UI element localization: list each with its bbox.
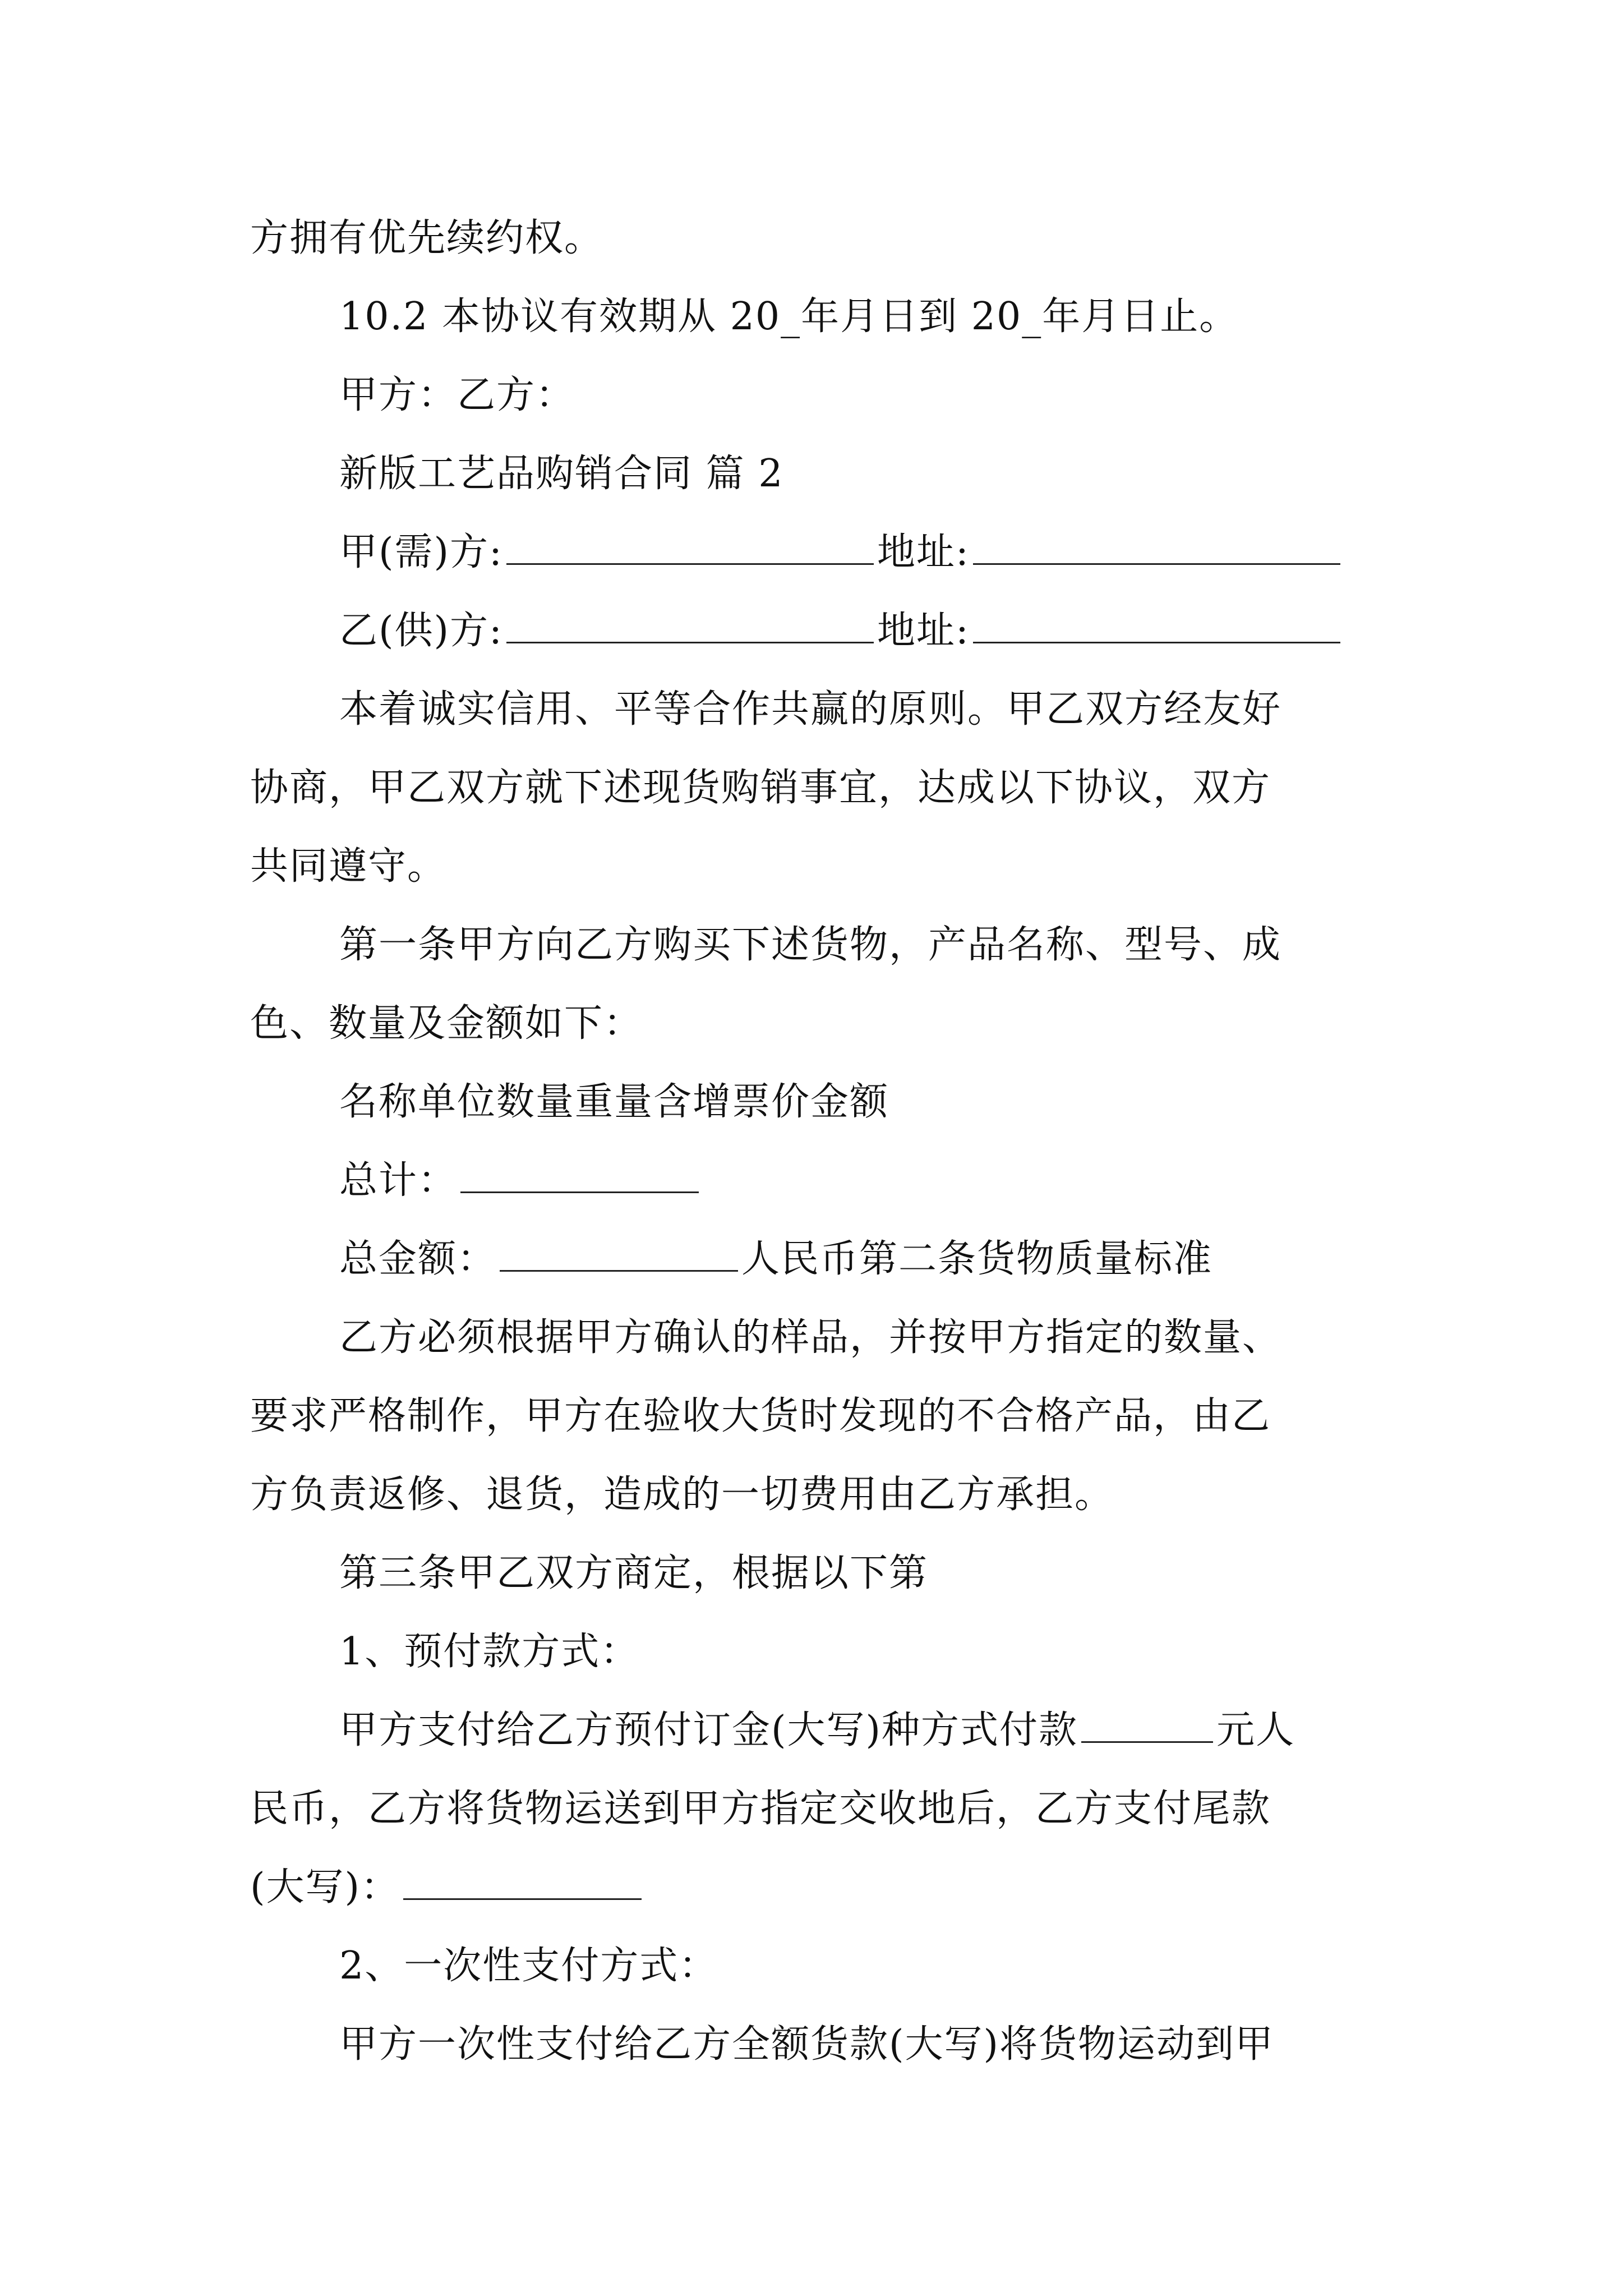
prepay-suffix: 元人 (1216, 1708, 1295, 1752)
total-amount-label: 总金额： (339, 1237, 497, 1281)
text-line-9: 要求严格制作，甲方在验收大货时发现的不合格产品，由乙 (250, 1394, 1271, 1438)
balance-label: (大写)： (250, 1865, 400, 1910)
balance-row (250, 1860, 645, 1916)
party-b-label: 乙(供)方: (339, 609, 503, 653)
total-blank (460, 1154, 699, 1193)
total-amount-suffix: 人民币第二条货物质量标准 (741, 1237, 1213, 1281)
text-line-11: 第三条甲乙双方商定，根据以下第 (339, 1551, 929, 1595)
party-a-label: 甲(需)方: (339, 530, 503, 574)
party-a-blank (506, 526, 874, 565)
text-line-6: 第一条甲方向乙方购买下述货物，产品名称、型号、成 (339, 923, 1282, 967)
text-line-12: 1、预付款方式： (339, 1630, 640, 1674)
text-line-5: 共同遵守。 (250, 844, 447, 889)
balance-blank (403, 1861, 642, 1900)
party-b-address-blank (973, 605, 1340, 643)
party-a-address-blank (973, 526, 1340, 565)
party-a-address-label: 地址: (877, 530, 970, 574)
party-b-blank (506, 605, 874, 643)
signature-parties: 甲方：乙方： (339, 373, 575, 417)
total-amount-row (339, 1231, 1212, 1287)
prepay-row (339, 1703, 1295, 1759)
text-line-7: 色、数量及金额如下： (250, 1001, 643, 1046)
text-line-3: 本着诚实信用、平等合作共赢的原则。甲乙双方经友好 (339, 687, 1282, 731)
total-label: 总计： (339, 1158, 458, 1203)
text-line-1: 方拥有优先续约权。 (250, 216, 604, 260)
text-line-2: 10.2 本协议有效期从 20_年月日到 20_年月日止。 (339, 295, 1239, 339)
table-header-text: 名称单位数量重量含增票价金额 (339, 1080, 889, 1124)
text-line-4: 协商，甲乙双方就下述现货购销事宜，达成以下协议，双方 (250, 766, 1271, 810)
prepay-text: 甲方支付给乙方预付订金(大写)种方式付款 (339, 1708, 1078, 1752)
party-b-row (339, 603, 1344, 659)
prepay-blank (1081, 1704, 1213, 1743)
text-line-13: 民币，乙方将货物运送到甲方指定交收地后，乙方支付尾款 (250, 1787, 1271, 1831)
section-title: 新版工艺品购销合同 篇 2 (339, 452, 784, 496)
text-line-15: 甲方一次性支付给乙方全额货款(大写)将货物运动到甲 (339, 2022, 1275, 2067)
party-b-address-label: 地址: (877, 609, 970, 653)
text-line-14: 2、一次性支付方式： (339, 1944, 718, 1988)
text-line-10: 方负责返修、退货，造成的一切费用由乙方承担。 (250, 1473, 1114, 1517)
text-line-8: 乙方必须根据甲方确认的样品，并按甲方指定的数量、 (339, 1315, 1282, 1360)
total-row (339, 1153, 702, 1209)
party-a-row (339, 524, 1344, 581)
total-amount-blank (500, 1233, 738, 1272)
